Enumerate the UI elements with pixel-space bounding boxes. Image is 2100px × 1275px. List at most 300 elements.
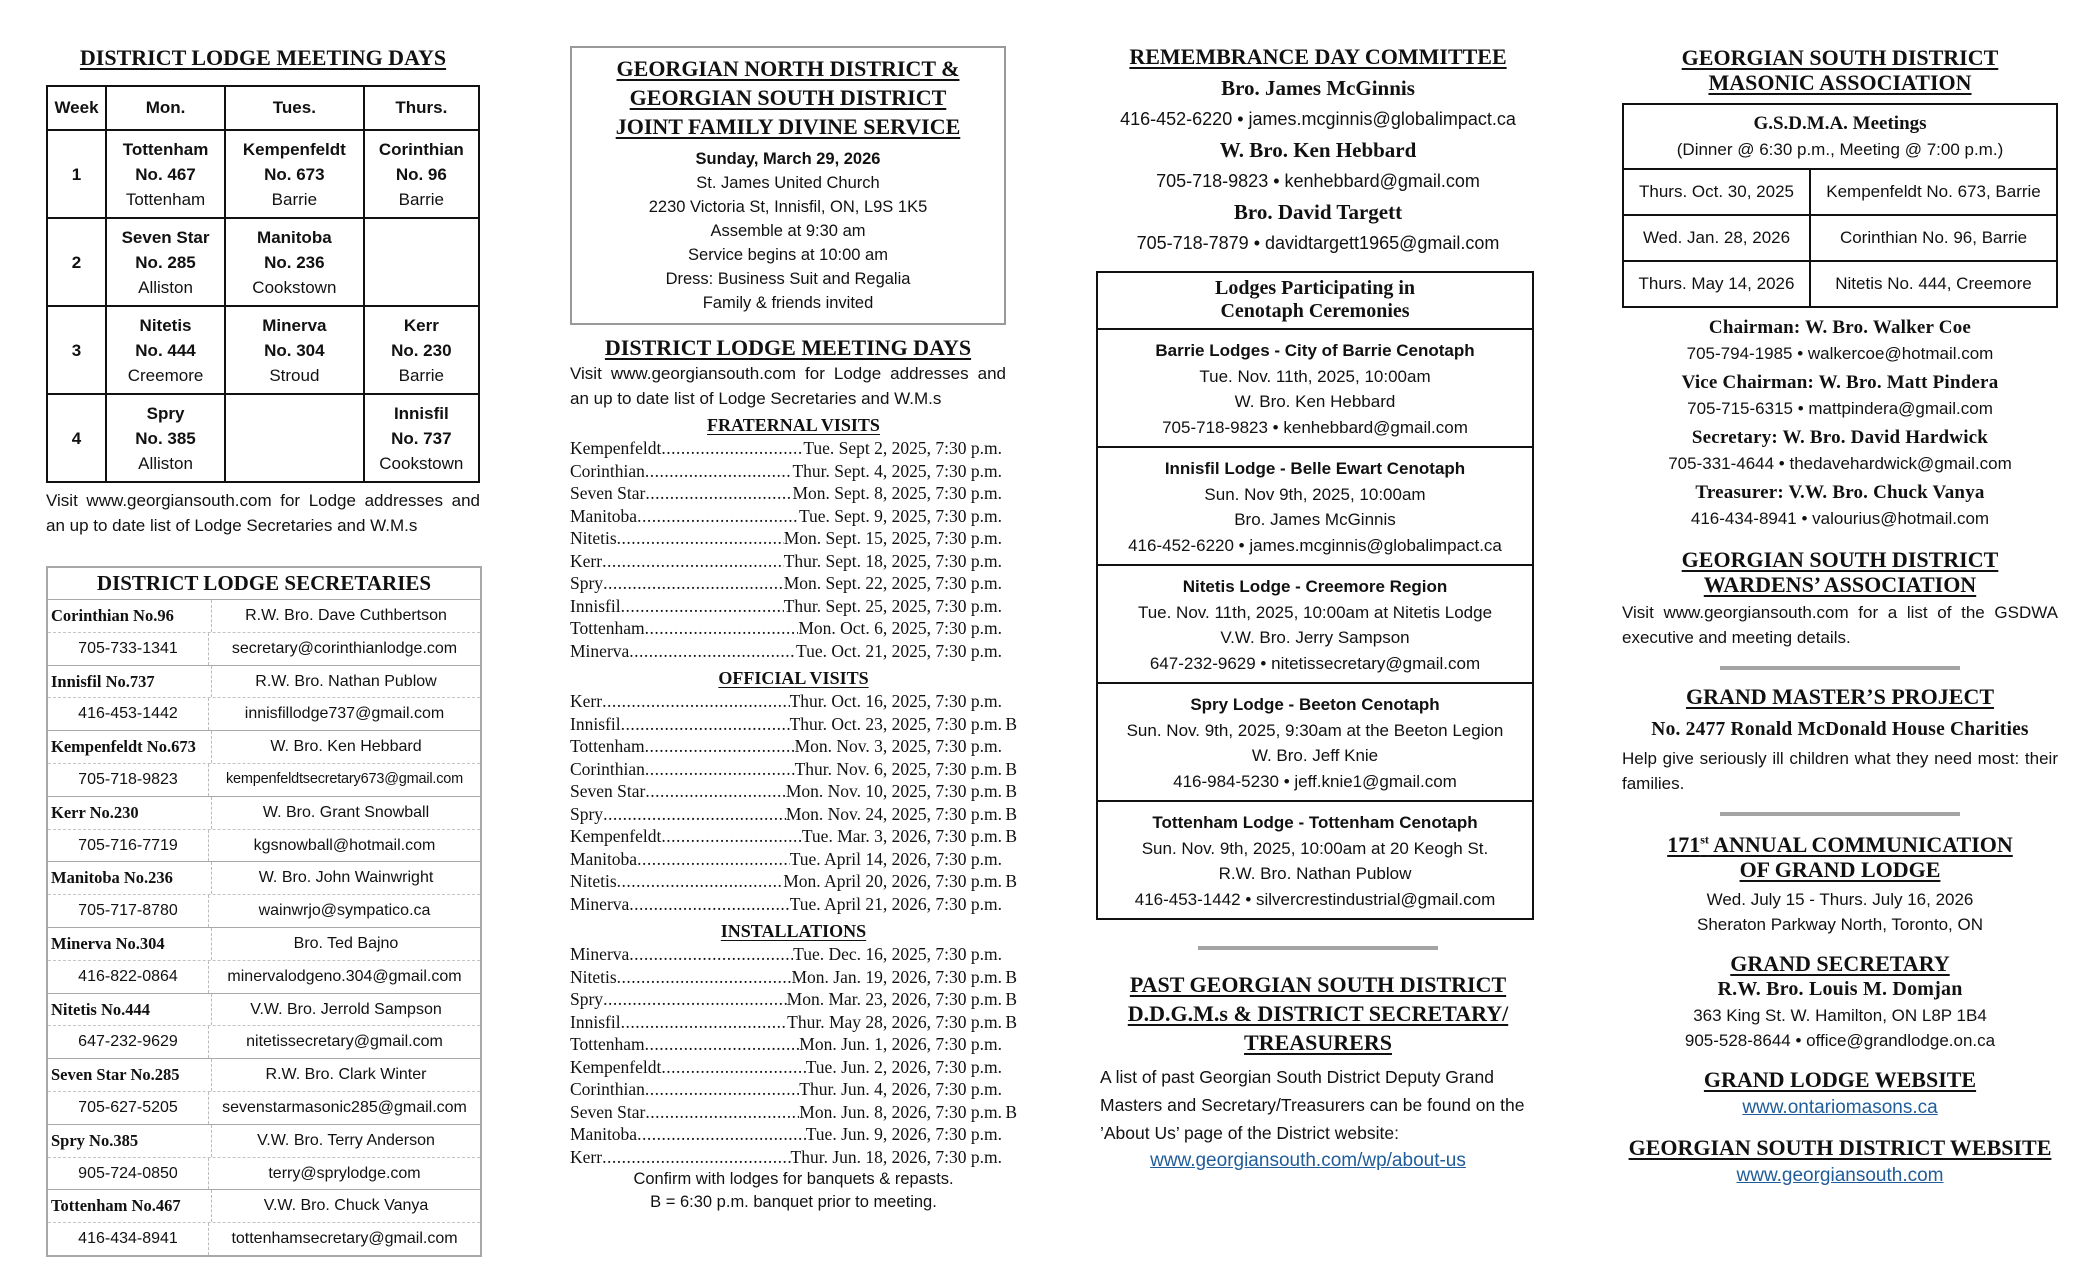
meeting-cell <box>364 130 479 218</box>
secretary-contact-row <box>48 698 480 731</box>
lodge-town: Barrie <box>398 189 444 209</box>
banquet-marker: B <box>1005 758 1017 779</box>
column-4 <box>1622 0 2058 1191</box>
schedule-lodge: Innisfil <box>570 713 621 734</box>
schedule-row <box>570 943 1017 966</box>
schedule-lodge: Corinthian <box>570 460 645 481</box>
lodge-number: No. 444 <box>135 340 196 360</box>
committee-member-name: Bro. David Targett <box>1233 200 1403 224</box>
schedule-row <box>570 1123 1017 1146</box>
banquet-marker <box>1002 943 1017 966</box>
leader-dots <box>629 640 796 663</box>
secretary-name-row <box>48 797 480 830</box>
schedule-date: Thur. Jun. 18, 2026, 7:30 p.m. <box>790 1146 1002 1167</box>
banquet-marker: B <box>1005 1101 1017 1122</box>
cenotaph-title-line-1: Lodges Participating in <box>1214 277 1415 299</box>
schedule-lodge: Kempenfeldt <box>570 1056 662 1077</box>
secretary-name: R.W. Bro. Clark Winter <box>265 1066 427 1084</box>
cenotaph-item-title: Tottenham Lodge - Tottenham Cenotaph <box>1152 813 1478 832</box>
secretary-email[interactable]: innisfillodge737@gmail.com <box>244 705 445 723</box>
secretary-contact-row <box>48 633 480 666</box>
schedule-date: Thur. Oct. 16, 2025, 7:30 p.m. <box>789 691 1002 711</box>
cenotaph-item-when: Sun. Nov. 9th, 2025, 10:00am at 20 Keogh St. <box>1141 838 1489 858</box>
lodge-number: No. 304 <box>264 340 325 360</box>
secretary-phone: 416-822-0864 <box>48 961 209 993</box>
column-3 <box>1100 0 1536 1175</box>
leader-dots <box>603 803 786 826</box>
week-number: 1 <box>47 130 106 218</box>
lodge-town: Cookstown <box>252 277 337 297</box>
leader-dots <box>637 505 799 528</box>
cenotaph-item-contact: 647-232-9629 • nitetissecretary@gmail.com <box>1149 653 1481 673</box>
secretary-phone: 416-434-8941 <box>48 1223 209 1255</box>
column-1 <box>46 0 480 1257</box>
leader-dots <box>661 1056 805 1079</box>
installations-list <box>570 943 1017 1168</box>
schedule-lodge: Kerr <box>570 550 603 571</box>
schedule-lodge: Kerr <box>570 1146 603 1167</box>
schedule-lodge: Corinthian <box>570 1079 645 1099</box>
secretary-name: R.W. Bro. Nathan Publow <box>255 672 437 690</box>
annual-number: 171 <box>1667 832 1701 857</box>
schedule-row <box>570 550 1017 573</box>
district-website-link[interactable]: www.georgiansouth.com <box>1736 1165 1944 1186</box>
cenotaph-item-contact-name: R.W. Bro. Nathan Publow <box>1218 864 1412 883</box>
secretary-email[interactable]: secretary@corinthianlodge.com <box>231 639 458 657</box>
lodge-name: Minerva <box>262 315 327 335</box>
secretary-name: R.W. Bro. Dave Cuthbertson <box>245 607 447 624</box>
schedule-row <box>570 780 1017 803</box>
lodge-town: Alliston <box>138 453 193 473</box>
meeting-days-note-2: Visit www.georgiansouth.com for Lodge addresses and an up to date list of Lodge Secretaries and W.M.s <box>570 364 1006 408</box>
schedule-lodge: Tottenham <box>570 1034 645 1054</box>
leader-dots <box>602 690 790 713</box>
gsdma-meeting-date: Thurs. May 14, 2026 <box>1624 262 1811 306</box>
secretary-contact-row <box>48 1158 480 1191</box>
schedule-date: Tue. Dec. 16, 2025, 7:30 p.m. <box>793 944 1002 964</box>
schedule-lodge: Tottenham <box>570 736 645 756</box>
officer-contact: 705-794-1985 • walkercoe@hotmail.com <box>1686 344 1994 363</box>
secretary-contact-row <box>48 961 480 994</box>
secretary-name: Bro. Ted Bajno <box>293 934 399 952</box>
schedule-row <box>570 1033 1017 1056</box>
leader-dots <box>645 780 785 803</box>
banquet-marker: B <box>1005 989 1017 1009</box>
schedule-date: Mon. April 20, 2026, 7:30 p.m. <box>783 871 1002 891</box>
past-title-line-2: D.D.G.M.s & DISTRICT SECRETARY/ <box>1127 1001 1509 1026</box>
divine-service-time: Service begins at 10:00 am <box>688 246 888 264</box>
cenotaph-title-line-2: Cenotaph Ceremonies <box>1220 300 1410 322</box>
schedule-lodge: Nitetis <box>570 871 617 891</box>
wardens-title-line-1: GEORGIAN SOUTH DISTRICT <box>1681 547 1999 572</box>
lodge-town: Tottenham <box>125 189 206 209</box>
past-body: A list of past Georgian South District Deputy Grand Masters and Secretary/Treasurers can be found on the ’About Us’ page of the District website: <box>1100 1067 1525 1143</box>
lodge-name: Manitoba <box>257 227 332 247</box>
schedule-lodge: Seven Star <box>570 483 646 503</box>
secretary-phone: 416-453-1442 <box>48 698 209 730</box>
banquet-marker <box>1002 527 1017 550</box>
secretary-name: W. Bro. Ken Hebbard <box>270 738 422 756</box>
meeting-week-row <box>47 130 479 218</box>
cenotaph-item <box>1098 566 1532 684</box>
fraternal-visits-list <box>570 437 1017 662</box>
lodge-number: No. 385 <box>135 428 196 448</box>
secretary-email[interactable]: nitetissecretary@gmail.com <box>246 1033 443 1051</box>
gsdma-meeting-lodge: Kempenfeldt No. 673, Barrie <box>1826 182 2041 201</box>
lodge-name: Tottenham <box>122 139 209 159</box>
divine-title-line-1: GEORGIAN NORTH DISTRICT & <box>616 56 960 81</box>
schedule-row <box>570 572 1017 595</box>
schedule-row <box>570 803 1017 826</box>
cenotaph-item <box>1098 684 1532 802</box>
officer-role: Secretary: W. Bro. David Hardwick <box>1691 427 1989 448</box>
meeting-days-title-2: DISTRICT LODGE MEETING DAYS <box>604 335 972 360</box>
secretary-email[interactable]: sevenstarmasonic285@gmail.com <box>222 1098 467 1116</box>
cenotaph-item-when: Sun. Nov. 9th, 2025, 9:30am at the Beeton Legion <box>1126 720 1504 740</box>
meeting-days-table <box>46 85 480 483</box>
gm-project-title: GRAND MASTER’S PROJECT <box>1685 684 1995 709</box>
divine-assemble: Assemble at 9:30 am <box>710 222 866 240</box>
remembrance-title: REMEMBRANCE DAY COMMITTEE <box>1129 44 1507 69</box>
header-thurs: Thurs. <box>364 86 479 130</box>
leader-dots <box>637 1123 806 1146</box>
leader-dots <box>661 825 802 848</box>
schedule-row <box>570 437 1017 460</box>
meeting-cell <box>364 218 479 306</box>
secretary-lodge: Innisfil No.737 <box>48 666 212 698</box>
officer-role: Treasurer: V.W. Bro. Chuck Vanya <box>1695 482 1985 503</box>
secretary-phone: 905-724-0850 <box>48 1158 209 1190</box>
schedule-lodge: Minerva <box>570 944 630 964</box>
secretary-email[interactable]: wainwrjo@sympatico.ca <box>258 902 431 920</box>
secretary-contact-row <box>48 830 480 863</box>
gsdma-table-subtitle: (Dinner @ 6:30 p.m., Meeting @ 7:00 p.m.) <box>1676 140 2004 159</box>
banquet-marker <box>1002 735 1017 758</box>
secretary-name: V.W. Bro. Terry Anderson <box>257 1131 435 1149</box>
grand-secretary-title: GRAND SECRETARY <box>1730 951 1950 976</box>
cenotaph-item-title: Innisfil Lodge - Belle Ewart Cenotaph <box>1164 459 1466 478</box>
lodge-name: Nitetis <box>139 315 192 335</box>
schedule-date: Mon. Mar. 23, 2026, 7:30 p.m. <box>786 989 1002 1009</box>
gsdma-meeting-row <box>1624 216 2056 262</box>
lodge-town: Cookstown <box>379 453 464 473</box>
schedule-row <box>570 1078 1017 1101</box>
gsdma-title-line-2: MASONIC ASSOCIATION <box>1708 70 1972 95</box>
cenotaph-item-contact: 705-718-9823 • kenhebbard@gmail.com <box>1162 417 1468 437</box>
schedule-date: Thur. Sept. 4, 2025, 7:30 p.m. <box>792 460 1002 481</box>
schedule-row <box>570 825 1017 848</box>
cenotaph-item-when: Tue. Nov. 11th, 2025, 10:00am at Nitetis Lodge <box>1137 602 1493 622</box>
week-number: 3 <box>47 306 106 394</box>
schedule-row <box>570 1011 1017 1034</box>
lodge-town: Creemore <box>127 365 204 385</box>
banquet-marker: B <box>1005 826 1017 846</box>
schedule-date: Mon. Jan. 19, 2026, 7:30 p.m. <box>791 966 1002 987</box>
gsdma-meeting-row <box>1624 170 2056 216</box>
secretary-email[interactable]: kgsnowball@hotmail.com <box>253 836 436 854</box>
leader-dots <box>617 966 792 989</box>
lodge-number: No. 236 <box>264 252 325 272</box>
meeting-cell <box>225 306 364 394</box>
lodge-number: No. 467 <box>135 164 196 184</box>
fraternal-visits-title: FRATERNAL VISITS <box>707 415 880 435</box>
leader-dots <box>621 1011 788 1034</box>
officer-role: Vice Chairman: W. Bro. Matt Pindera <box>1681 372 1999 393</box>
leader-dots <box>621 713 790 736</box>
schedule-date: Mon. Sept. 15, 2025, 7:30 p.m. <box>783 528 1002 548</box>
secretary-phone: 705-718-9823 <box>48 764 209 796</box>
schedule-row <box>570 735 1017 758</box>
secretary-email[interactable]: terry@sprylodge.com <box>268 1164 421 1182</box>
schedule-row <box>570 1101 1017 1124</box>
meeting-cell <box>106 130 225 218</box>
banquet-marker <box>1002 460 1017 483</box>
gsdma-meeting-row <box>1624 262 2056 306</box>
leader-dots <box>617 527 784 550</box>
cenotaph-item-contact-name: V.W. Bro. Jerry Sampson <box>1220 628 1410 647</box>
leader-dots <box>645 758 795 781</box>
lodge-name: Kerr <box>403 315 439 335</box>
schedule-row <box>570 595 1017 618</box>
secretary-name-row <box>48 994 480 1027</box>
grand-lodge-link[interactable]: www.ontariomasons.ca <box>1742 1097 1938 1118</box>
secretary-contact-row <box>48 1092 480 1125</box>
lodge-name: Corinthian <box>378 139 464 159</box>
grand-secretary-contact: 905-528-8644 • office@grandlodge.on.ca <box>1684 1031 1996 1050</box>
banquet-marker <box>1002 640 1017 663</box>
committee-member-name: Bro. James McGinnis <box>1221 76 1415 100</box>
secretary-name-row <box>48 862 480 895</box>
divine-church: St. James United Church <box>696 174 880 192</box>
lodge-town: Stroud <box>269 365 320 385</box>
schedule-row <box>570 870 1017 893</box>
lodge-name: Kempenfeldt <box>242 139 346 159</box>
meeting-cell <box>364 394 479 482</box>
schedule-lodge: Spry <box>570 573 604 593</box>
grand-lodge-website-title: GRAND LODGE WEBSITE <box>1703 1067 1977 1092</box>
secretary-name-row <box>48 1190 480 1223</box>
schedule-lodge: Minerva <box>570 640 630 661</box>
committee-member-name: W. Bro. Ken Hebbard <box>1219 138 1417 162</box>
banquet-marker <box>1002 550 1017 573</box>
divine-title-line-3: JOINT FAMILY DIVINE SERVICE <box>615 114 961 139</box>
lodge-town: Barrie <box>398 365 444 385</box>
banquet-marker <box>1002 1123 1017 1146</box>
meeting-cell <box>106 306 225 394</box>
secretary-phone: 705-627-5205 <box>48 1092 209 1124</box>
cenotaph-box <box>1096 271 1534 920</box>
schedule-date: Thur. Sept. 18, 2025, 7:30 p.m. <box>783 550 1002 571</box>
banquet-marker: B <box>1005 966 1017 987</box>
leader-dots <box>645 1033 800 1056</box>
schedule-row <box>570 758 1017 781</box>
about-us-link[interactable]: www.georgiansouth.com/wp/about-us <box>1150 1150 1466 1171</box>
secretary-phone: 647-232-9629 <box>48 1026 209 1058</box>
leader-dots <box>645 617 799 640</box>
officer-contact: 705-331-4644 • thedavehardwick@gmail.com <box>1668 454 2012 473</box>
meeting-cell <box>364 306 479 394</box>
footnote-confirm: Confirm with lodges for banquets & repasts. <box>633 1170 954 1188</box>
schedule-date: Tue. April 21, 2026, 7:30 p.m. <box>789 893 1002 914</box>
lodge-number: No. 673 <box>264 164 325 184</box>
secretary-name: W. Bro. Grant Snowball <box>262 803 430 821</box>
banquet-marker <box>1002 1078 1017 1101</box>
schedule-date: Thur. May 28, 2026, 7:30 p.m. <box>787 1011 1002 1032</box>
leader-dots <box>621 595 784 618</box>
banquet-marker: B <box>1005 781 1017 801</box>
district-website-title: GEORGIAN SOUTH DISTRICT WEBSITE <box>1628 1135 2052 1160</box>
banquet-marker <box>1002 505 1017 528</box>
secretary-phone: 705-717-8780 <box>48 895 209 927</box>
banquet-marker <box>1002 595 1017 618</box>
divider-line <box>1720 812 1960 816</box>
meeting-days-title: DISTRICT LODGE MEETING DAYS <box>79 45 447 70</box>
secretary-lodge: Kempenfeldt No.673 <box>48 731 212 763</box>
secretary-lodge: Minerva No.304 <box>48 928 212 960</box>
secretaries-title: DISTRICT LODGE SECRETARIES <box>48 568 480 600</box>
cenotaph-item-contact: 416-452-6220 • james.mcginnis@globalimpact.ca <box>1128 535 1502 555</box>
lodge-town: Barrie <box>271 189 318 209</box>
banquet-marker: B <box>1005 803 1017 824</box>
secretary-name: V.W. Bro. Jerrold Sampson <box>250 1000 442 1018</box>
schedule-row <box>570 505 1017 528</box>
official-visits-list <box>570 690 1017 915</box>
annual-dates: Wed. July 15 - Thurs. July 16, 2026 <box>1706 890 1974 909</box>
banquet-marker <box>1002 617 1017 640</box>
schedule-row <box>570 848 1017 871</box>
secretary-name-row <box>48 1125 480 1158</box>
secretary-name-row <box>48 600 480 633</box>
banquet-marker: B <box>1005 1011 1017 1032</box>
cenotaph-item <box>1098 802 1532 918</box>
secretary-email[interactable]: kempenfeldtsecretary673@gmail.com <box>225 770 463 787</box>
schedule-date: Mon. Oct. 6, 2025, 7:30 p.m. <box>798 618 1002 638</box>
meeting-week-row <box>47 394 479 482</box>
installations-title: INSTALLATIONS <box>720 921 867 941</box>
header-mon: Mon. <box>106 86 225 130</box>
committee-member-contact: 705-718-9823 • kenhebbard@gmail.com <box>1156 171 1480 191</box>
banquet-marker <box>1002 482 1017 505</box>
banquet-marker <box>1002 1146 1017 1169</box>
lodge-number: No. 96 <box>395 164 447 184</box>
secretary-lodge: Kerr No.230 <box>48 797 212 829</box>
schedule-date: Thur. Oct. 23, 2025, 7:30 p.m. <box>789 713 1002 734</box>
banquet-marker: B <box>1005 713 1017 734</box>
lodge-number: No. 737 <box>391 428 452 448</box>
divine-title-line-2: GEORGIAN SOUTH DISTRICT <box>629 85 947 110</box>
schedule-row <box>570 988 1017 1011</box>
cenotaph-item-contact: 416-453-1442 • silvercrestindustrial@gmail.com <box>1134 889 1496 909</box>
schedule-row <box>570 617 1017 640</box>
header-week: Week <box>47 86 106 130</box>
schedule-date: Tue. Sept 2, 2025, 7:30 p.m. <box>803 438 1002 458</box>
schedule-date: Thur. Sept. 25, 2025, 7:30 p.m. <box>783 595 1002 616</box>
meeting-cell <box>225 130 364 218</box>
meeting-week-row <box>47 306 479 394</box>
schedule-row <box>570 690 1017 713</box>
secretary-phone: 705-733-1341 <box>48 633 209 665</box>
lodge-name: Seven Star <box>121 227 210 247</box>
lodge-number: No. 285 <box>135 252 196 272</box>
leader-dots <box>645 460 793 483</box>
cenotaph-item-title: Spry Lodge - Beeton Cenotaph <box>1190 695 1440 714</box>
secretary-email[interactable]: tottenhamsecretary@gmail.com <box>231 1230 458 1248</box>
schedule-lodge: Manitoba <box>570 848 638 869</box>
gm-project-subtitle: No. 2477 Ronald McDonald House Charities <box>1651 719 2029 740</box>
officer-role: Chairman: W. Bro. Walker Coe <box>1708 317 1972 338</box>
secretary-name-row <box>48 1059 480 1092</box>
leader-dots <box>629 893 789 916</box>
grand-secretary-name: R.W. Bro. Louis M. Domjan <box>1717 978 1963 1000</box>
secretary-email[interactable]: minervalodgeno.304@gmail.com <box>227 967 462 985</box>
schedule-row <box>570 966 1017 989</box>
secretary-lodge: Spry No.385 <box>48 1125 212 1157</box>
lodge-name: Innisfil <box>393 403 449 423</box>
schedule-lodge: Manitoba <box>570 505 638 526</box>
schedule-row <box>570 460 1017 483</box>
committee-member-contact: 705-718-7879 • davidtargett1965@gmail.com <box>1136 233 1500 253</box>
schedule-date: Tue. Oct. 21, 2025, 7:30 p.m. <box>796 640 1002 661</box>
annual-venue: Sheraton Parkway North, Toronto, ON <box>1697 915 1983 934</box>
schedule-lodge: Innisfil <box>570 1011 621 1032</box>
wardens-title-line-2: WARDENS’ ASSOCIATION <box>1703 572 1977 597</box>
leader-dots <box>629 943 793 966</box>
annual-suffix: st <box>1700 832 1709 847</box>
committee-member-contact: 416-452-6220 • james.mcginnis@globalimpact.ca <box>1120 109 1516 129</box>
cenotaph-item-title: Barrie Lodges - City of Barrie Cenotaph <box>1155 341 1475 360</box>
banquet-marker <box>1002 893 1017 916</box>
meeting-days-note: Visit www.georgiansouth.com for Lodge addresses and an up to date list of Lodge Secretaries and W.M.s <box>46 491 480 535</box>
gsdma-meeting-date: Wed. Jan. 28, 2026 <box>1624 216 1811 260</box>
secretary-name-row <box>48 731 480 764</box>
secretary-lodge: Corinthian No.96 <box>48 600 212 632</box>
cenotaph-item <box>1098 448 1532 566</box>
schedule-lodge: Nitetis <box>570 966 617 987</box>
grand-secretary-address: 363 King St. W. Hamilton, ON L8P 1B4 <box>1693 1006 1987 1025</box>
cenotaph-item-contact-name: Bro. James McGinnis <box>1234 510 1396 529</box>
banquet-marker <box>1002 572 1017 595</box>
gm-project-body: Help give seriously ill children what they need most: their families. <box>1622 749 2058 793</box>
secretary-lodge: Nitetis No.444 <box>48 994 212 1026</box>
schedule-row <box>570 482 1017 505</box>
schedule-row <box>570 527 1017 550</box>
banquet-marker <box>1002 437 1017 460</box>
secretary-contact-row <box>48 1026 480 1059</box>
schedule-date: Tue. Jun. 9, 2026, 7:30 p.m. <box>805 1124 1002 1144</box>
lodge-name: Spry <box>146 403 185 423</box>
divine-date: Sunday, March 29, 2026 <box>695 150 881 168</box>
schedule-date: Tue. Sept. 9, 2025, 7:30 p.m. <box>798 505 1002 526</box>
gsdma-meetings-table <box>1622 103 2058 308</box>
leader-dots <box>645 1078 799 1101</box>
schedule-lodge: Seven Star <box>570 1101 646 1122</box>
officer-contact: 416-434-8941 • valourius@hotmail.com <box>1690 509 1990 528</box>
divine-service-box <box>570 46 1006 325</box>
divine-family: Family & friends invited <box>702 294 874 312</box>
secretary-name: V.W. Bro. Chuck Vanya <box>263 1197 429 1215</box>
schedule-row <box>570 1056 1017 1079</box>
secretaries-table <box>46 566 482 1257</box>
leader-dots <box>645 735 795 758</box>
schedule-row <box>570 1146 1017 1169</box>
annual-title-line-2: OF GRAND LODGE <box>1739 857 1941 882</box>
secretary-contact-row <box>48 895 480 928</box>
official-visits-title: OFFICIAL VISITS <box>718 668 869 688</box>
divine-address: 2230 Victoria St, Innisfil, ON, L9S 1K5 <box>648 198 928 216</box>
gsdma-title-line-1: GEORGIAN SOUTH DISTRICT <box>1681 45 1999 70</box>
gsdma-meeting-date: Thurs. Oct. 30, 2025 <box>1624 170 1811 214</box>
lodge-number: No. 230 <box>391 340 452 360</box>
